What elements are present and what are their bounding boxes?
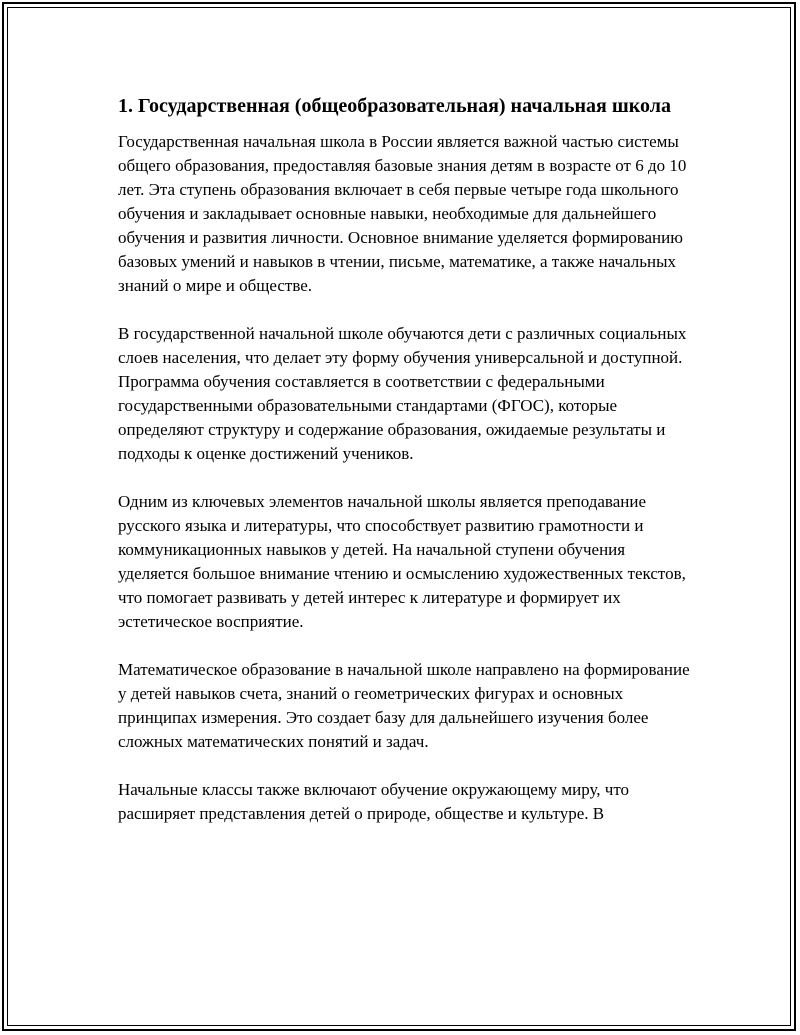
paragraph: Одним из ключевых элементов начальной школы является преподавание русского языка и литературы, что способствует развитию грамотности и коммуникационных навыков у детей. На начальной ступени обучения уделяется большое внимание чтению и осмыслению художественных текстов, что помогает развивать у детей интерес к литературе и формирует их эстетическое восприятие. <box>118 492 686 631</box>
paragraph: Математическое образование в начальной школе направлено на формирование у детей навыков счета, знаний о геометрических фигурах и основных принципах измерения. Это создает базу для дальнейшего изучения более сложных математических понятий и задач. <box>118 660 690 751</box>
paragraph: Начальные классы также включают обучение окружающему миру, что расширяет представления детей о природе, обществе и культуре. В <box>118 780 630 823</box>
paragraph: Государственная начальная школа в России является важной частью системы общего образования, предоставляя базовые знания детям в возрасте от 6 до 10 лет. Эта ступень образования включает в себя первые четыре года школьного обучения и закладывает основные навыки, необходимые для дальнейшего обучения и развития личности. Основное внимание уделяется формированию базовых умений и навыков в чтении, письме, математике, а также начальных знаний о мире и обществе. <box>118 132 687 295</box>
document-body <box>118 93 698 850</box>
paragraph: В государственной начальной школе обучаются дети с различных социальных слоев населения, что делает эту форму обучения универсальной и доступной. Программа обучения составляется в соответствии с федеральными государственными образовательными стандартами (ФГОС), которые определяют структуру и содержание образования, ожидаемые результаты и подходы к оценке достижений учеников. <box>118 324 687 463</box>
section-heading: 1. Государственная (общеобразовательная) начальная школа <box>118 95 671 117</box>
